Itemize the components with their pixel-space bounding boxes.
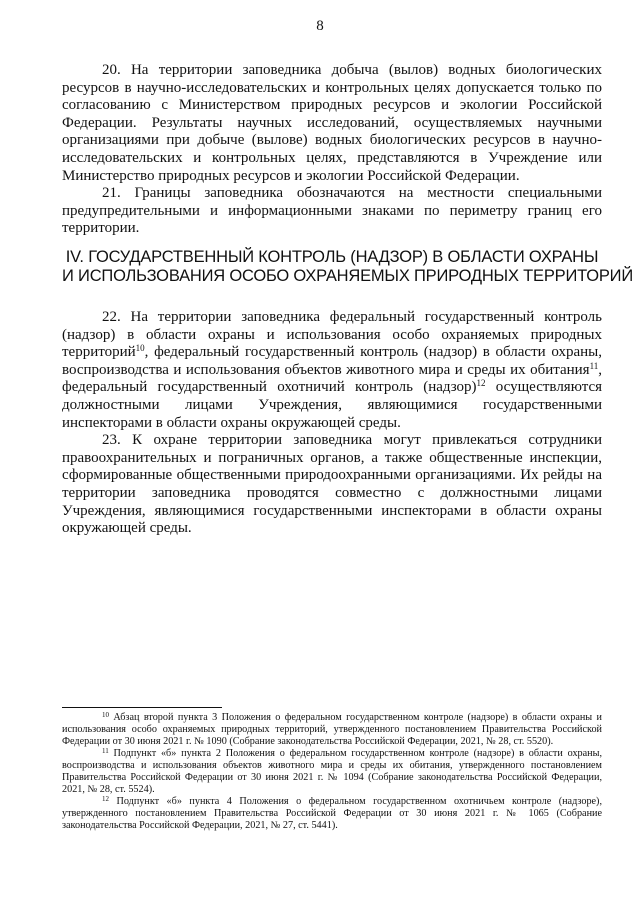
page-number: 8 (316, 18, 324, 34)
footnote-11 (62, 748, 602, 796)
footnotes (62, 712, 602, 832)
section-heading-line-2: И ИСПОЛЬЗОВАНИЯ ОСОБО ОХРАНЯЕМЫХ ПРИРОДНЫХ ТЕРРИТОРИЙ (62, 267, 633, 285)
footnote-text: Абзац второй пункта 3 Положения о федеральном государственном контроле (надзоре) в области охраны и использования особо охраняемых природных территорий, утвержденного постановлением Правительства Российской Федерации от 30 июня 2021 г. № 1090 (Собрание законодательства Российской Федерации, 2021, № 28, ст. 5520). (62, 712, 602, 747)
footnote-10 (62, 712, 602, 748)
footnote-text: Подпункт «б» пункта 2 Положения о федеральном государственном контроле (надзоре) в области охраны, воспроизводства и использования объектов животного мира и среды их обитания, утвержденного постановлением Правительства Российской Федерации от 30 июня 2021 г. № 1094 (Собрание законодательства Российской Федерации, 2021, № 28, ст. 5524). (62, 748, 602, 795)
footnote-separator (62, 707, 222, 708)
footnote-marker: 11 (102, 747, 109, 755)
text-block-upper (62, 62, 602, 238)
paragraph-22-part-4: осуществляются должностными лицами Учреждения, являющимися государственными инспекторами в области охраны окружающей среды. (62, 379, 603, 431)
footnote-marker: 10 (102, 711, 109, 719)
footnote-12 (62, 796, 602, 832)
footnote-text: Подпункт «б» пункта 4 Положения о федеральном государственном охотничьем контроле (надзоре), утвержденного постановлением Правительства Российской Федерации от 30 июня 2021 г. № 1065 (Собрание законодательства Российской Федерации, 2021, № 27, ст. 5441). (62, 796, 602, 831)
paragraph-21: 21. Границы заповедника обозначаются на местности специальными предупредительными и информационными знаками по периметру границ его территории. (62, 185, 602, 237)
paragraph-22-part-3: , федеральный государственный охотничий контроль (надзор) (62, 361, 602, 396)
paragraph-22 (62, 309, 602, 432)
paragraph-22-part-1: 22. На территории заповедника федеральный государственный контроль (надзор) в области охраны и использования особо охраняемых природных территорий (62, 309, 602, 361)
paragraph-20: 20. На территории заповедника добыча (вылов) водных биологических ресурсов в научно-исследовательских и контрольных целях допускается только по согласованию с Министерством природных ресурсов и экологии Российской Федерации. Результаты научных исследований, осуществляемых научными организациями при добыче (вылове) водных биологических ресурсов в научно-исследовательских и контрольных целях, представляются в Учреждение или Министерство природных ресурсов и экологии Российской Федерации. (62, 62, 602, 184)
section-heading (62, 248, 633, 286)
footnote-ref-12: 12 (476, 378, 486, 389)
footnote-ref-10: 10 (135, 343, 145, 354)
text-block-lower (62, 309, 602, 538)
paragraph-22-part-2: , федеральный государственный контроль (надзор) в области охраны, воспроизводства и использования объектов животного мира и среды их обитания (62, 344, 602, 378)
footnote-marker: 12 (102, 795, 109, 803)
paragraph-23: 23. К охране территории заповедника могут привлекаться сотрудники правоохранительных и пограничных органов, а также общественные инспекции, сформированные общественными природоохранными организациями. Их рейды на территории заповедника проводятся совместно с должностными лицами Учреждения, являющимися государственными инспекторами в области охраны окружающей среды. (62, 432, 602, 537)
footnote-ref-11: 11 (589, 360, 599, 371)
section-heading-line-1: IV. ГОСУДАРСТВЕННЫЙ КОНТРОЛЬ (НАДЗОР) В ОБЛАСТИ ОХРАНЫ (65, 248, 599, 266)
